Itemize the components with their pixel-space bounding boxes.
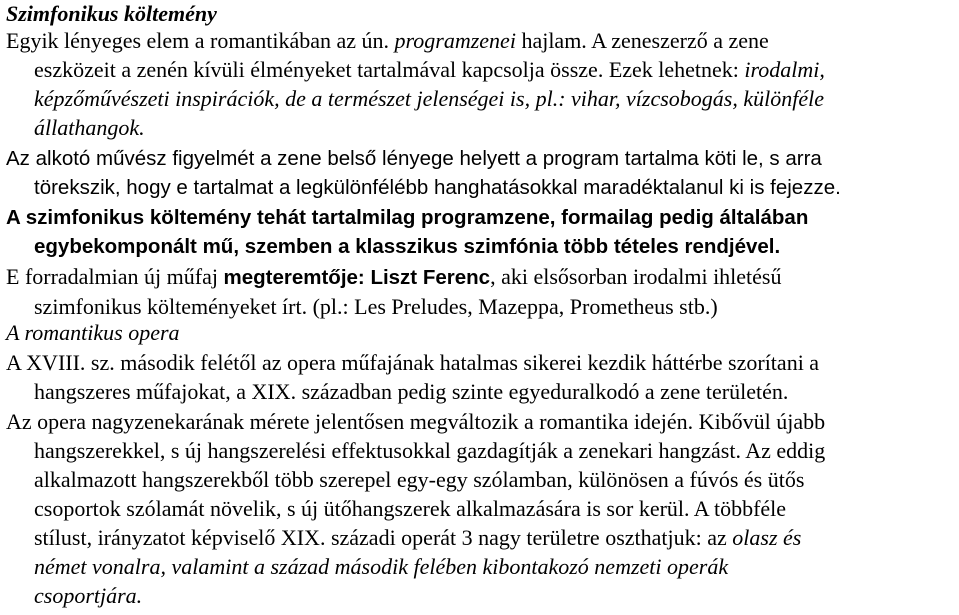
text-line: hangszerekkel, s új hangszerelési effektusokkal gazdagítják a zenekari hangzást. Az eddig (34, 438, 826, 463)
text-line: stílust, irányzatot képviselő XIX. századi operát 3 nagy területre oszthatjuk: az olasz és (34, 525, 802, 550)
text-line: csoportjára. (34, 583, 143, 608)
text-line: szimfonikus költeményeket írt. (pl.: Les Preludes, Mazeppa, Prometheus stb.) (34, 294, 718, 319)
text-line: törekszik, hogy e tartalmat a legkülönfélébb hanghatásokkal maradéktalanul ki is fejezze. (34, 176, 841, 199)
text-line: E forradalmian új műfaj megteremtője: Liszt Ferenc, aki elsősorban irodalmi ihletésű (6, 264, 782, 289)
paragraph-programme-music (6, 26, 956, 142)
text-line: egybekomponált mű, szemben a klasszikus szimfónia több tételes rendjével. (34, 235, 781, 258)
text-line: hangszeres műfajokat, a XIX. században pedig szinte egyeduralkodó a zene területén. (34, 379, 789, 404)
text-line: A szimfonikus költemény tehát tartalmilag programzene, formailag pedig általában (6, 206, 809, 229)
section-title-romantic-opera: A romantikus opera (6, 320, 180, 345)
text-line: Az opera nagyzenekarának mérete jelentősen megváltozik a romantika idején. Kibővül újabb (6, 409, 826, 434)
text-line: német vonalra, valamint a század második felében kibontakozó nemzeti operák (34, 554, 729, 579)
paragraph-definition (6, 203, 956, 261)
text-line: képzőművészeti inspirációk, de a természet jelenségei is, pl.: vihar, vízcsobogás, különféle (34, 86, 824, 111)
text-line: alkalmazott hangszerekből több szerepel egy-egy szólamban, különösen a fúvós és ütős (34, 467, 805, 492)
text-line: Az alkotó művész figyelmét a zene belső lényege helyett a program tartalma köti le, s arra (6, 147, 822, 170)
paragraph-artist-attention (6, 144, 956, 202)
text-line: állathangok. (34, 115, 145, 140)
paragraph-orchestra (6, 407, 956, 610)
text-line: A XVIII. sz. második felétől az opera műfajának hatalmas sikerei kezdik háttérbe szorítani a (6, 350, 820, 375)
text-line: eszközeit a zenén kívüli élményeket tartalmával kapcsolja össze. Ezek lehetnek: irodalmi, (34, 57, 825, 82)
text-line: csoportok szólamát növelik, s új ütőhangszerek alkalmazására is sor kerül. A többféle (34, 496, 787, 521)
paragraph-opera-success (6, 348, 956, 406)
section-title-symphonic-poem: Szimfonikus költemény (6, 1, 217, 26)
paragraph-liszt (6, 262, 956, 321)
text-line: Egyik lényeges elem a romantikában az ún. programzenei hajlam. A zeneszerző a zene (6, 28, 769, 53)
